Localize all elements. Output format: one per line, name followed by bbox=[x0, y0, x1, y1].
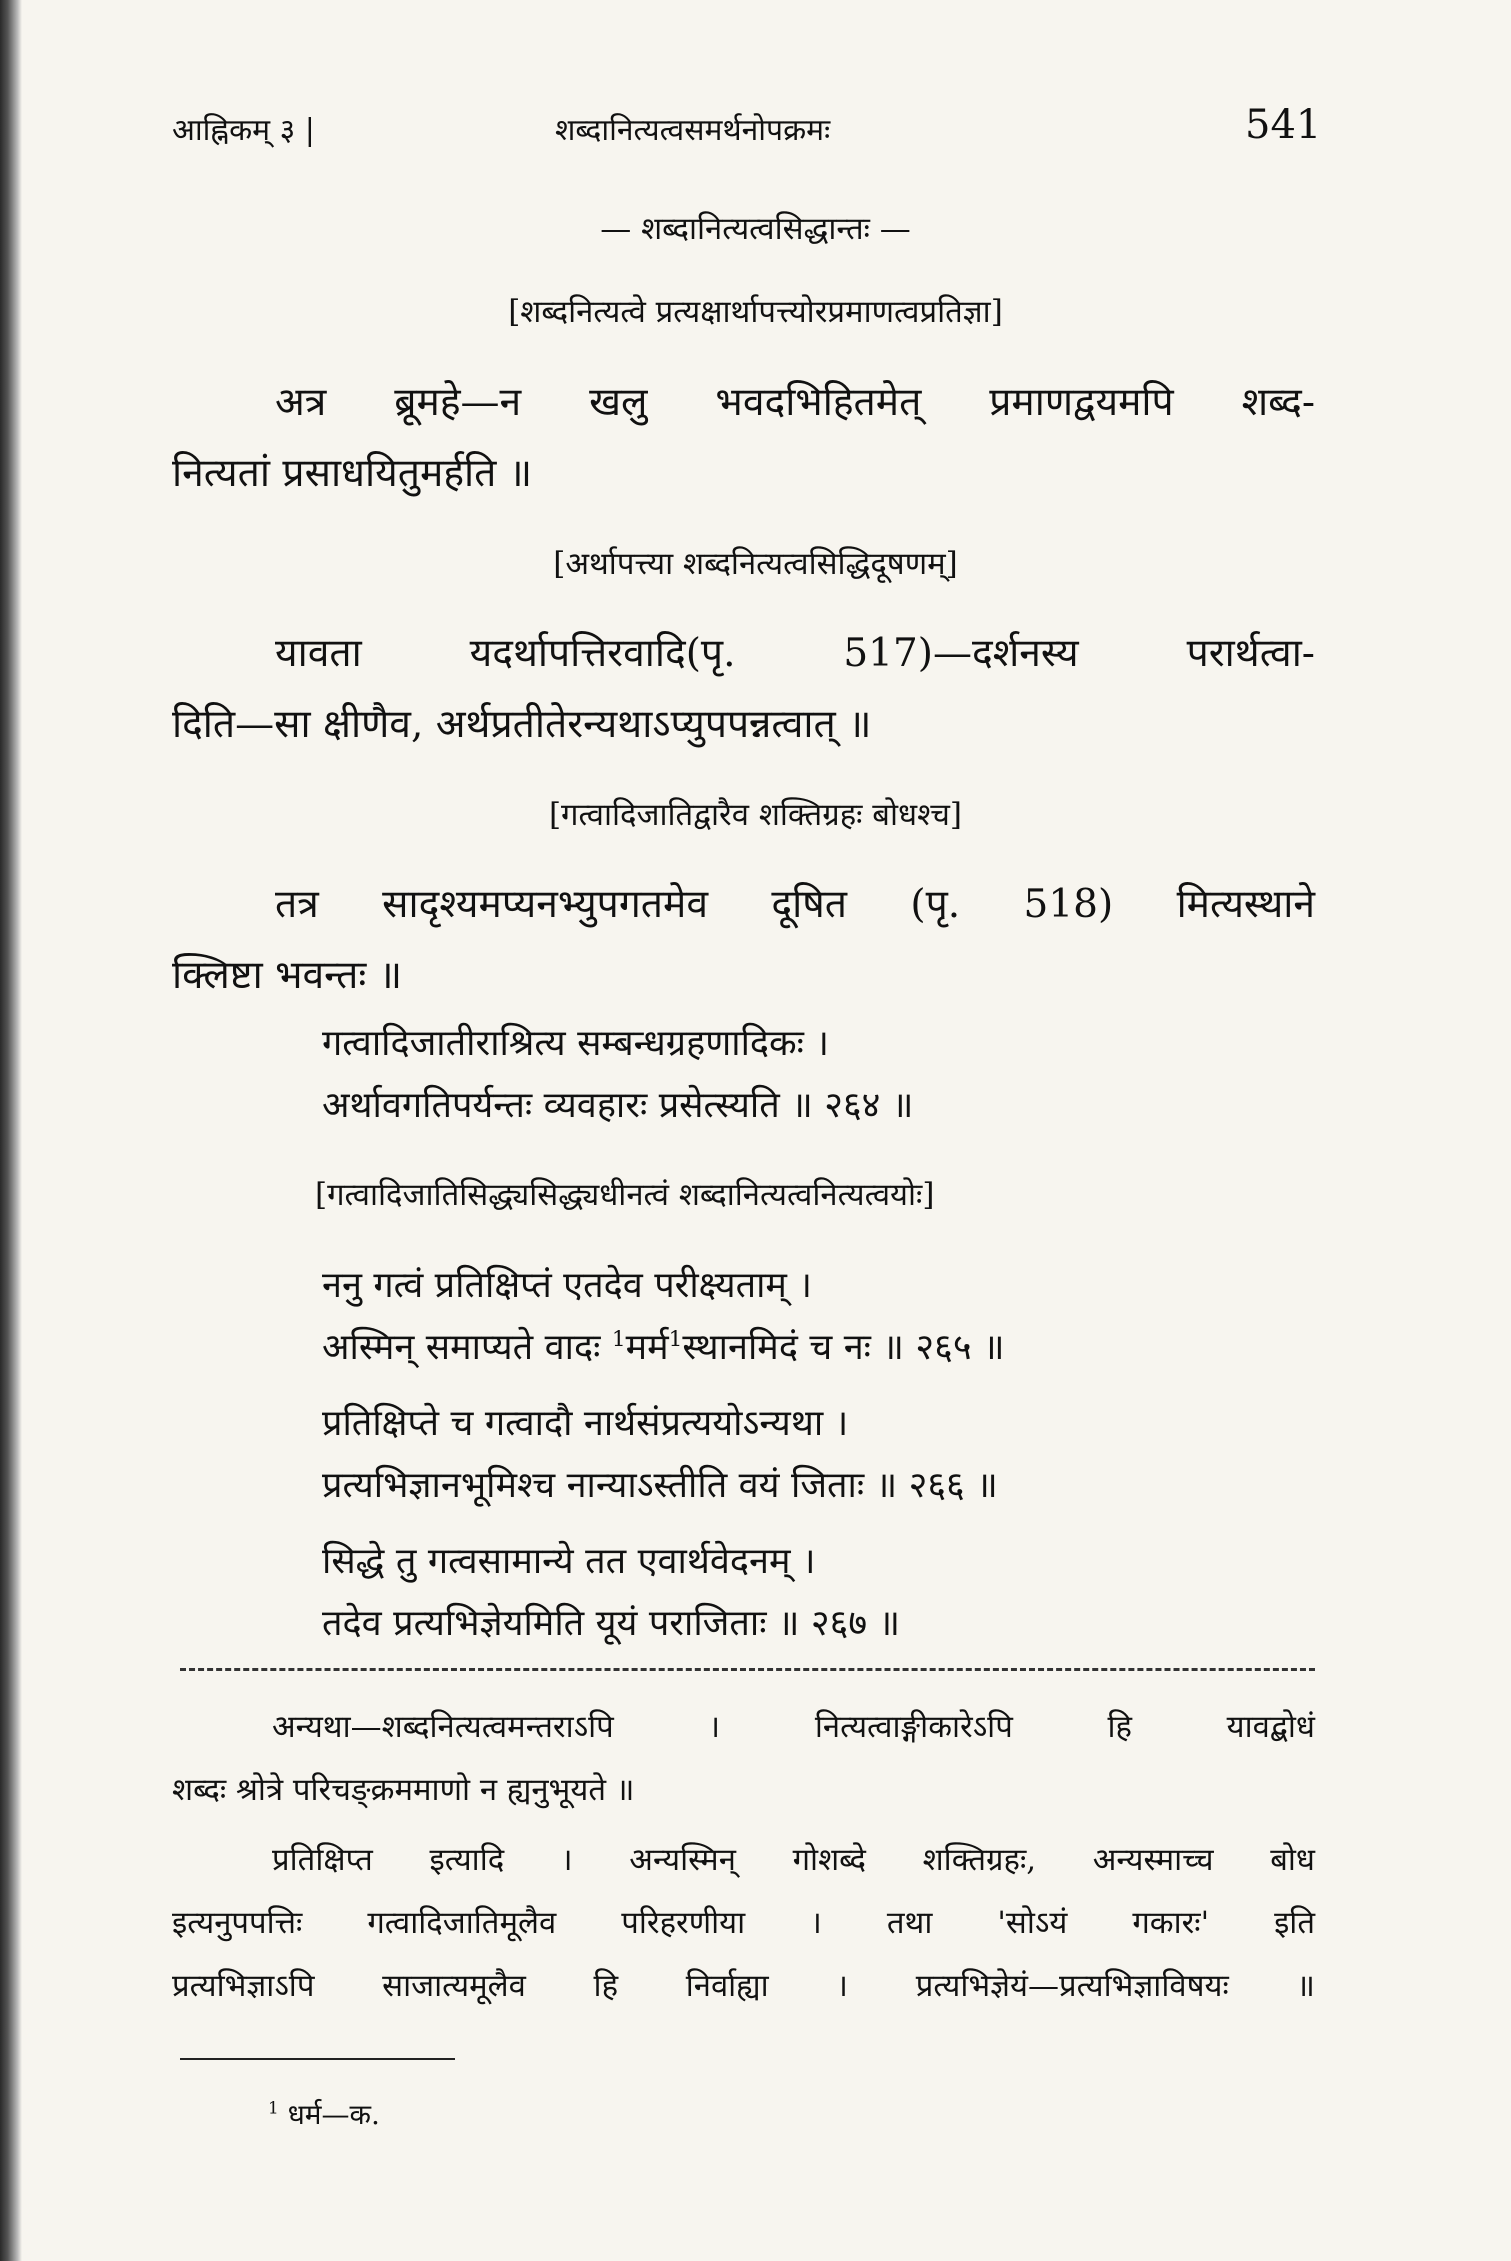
section-title: — शब्दानित्यत्वसिद्धान्तः — bbox=[600, 211, 911, 247]
note-1-line-1: अन्यथा—शब्दनित्यत्वमन्तराऽपि । नित्यत्वाङ्गीकारेऽपि हि यावद्बोधं bbox=[272, 1709, 1315, 1745]
prose-3-line-2: क्लिष्टा भवन्तः ॥ bbox=[172, 953, 403, 998]
note-2-line-3: प्रत्यभिज्ञाऽपि साजात्यमूलैव हि निर्वाह्या । प्रत्यभिज्ञेयं—प्रत्यभिज्ञाविषयः ॥ bbox=[172, 1968, 1315, 2004]
subheading-3: [गत्वादिजातिद्वारैव शक्तिग्रहः बोधश्च] bbox=[548, 797, 963, 833]
notes-divider bbox=[180, 1668, 1315, 1671]
note-1-line-2: शब्दः श्रोत्रे परिचङ्क्रममाणो न ह्यनुभूयते ॥ bbox=[172, 1772, 635, 1808]
verse-265-line-2 bbox=[322, 1321, 1005, 1370]
verse-265-line-2-pre: अस्मिन् समाप्यते वादः bbox=[322, 1327, 612, 1368]
footnote-text: धर्म—क. bbox=[278, 2098, 380, 2131]
header-left: आह्निकम् ३ | bbox=[172, 113, 315, 148]
verse-264-line-2: अर्थावगतिपर्यन्तः व्यवहारः प्रसेत्स्यति ॥ २६४ ॥ bbox=[322, 1085, 914, 1126]
subheading-4: [गत्वादिजातिसिद्ध्यसिद्ध्यधीनत्वं शब्दानित्यत्वनित्यत्वयोः] bbox=[315, 1177, 935, 1213]
footnote-marker: 1 bbox=[268, 2097, 279, 2118]
subheading-2: [अर्थापत्त्या शब्दनित्यत्वसिद्धिदूषणम्] bbox=[553, 546, 958, 582]
verse-266-line-2: प्रत्यभिज्ञानभूमिश्च नान्याऽस्तीति वयं जिताः ॥ २६६ ॥ bbox=[322, 1465, 998, 1506]
verse-264-line-1: गत्वादिजातीराश्रित्य सम्बन्धग्रहणादिकः । bbox=[322, 1023, 830, 1064]
book-spine-shadow bbox=[0, 0, 22, 2261]
prose-1-line-1: अत्र ब्रूमहे—न खलु भवदभिहितमेत् प्रमाणद्वयमपि शब्द- bbox=[275, 380, 1315, 425]
footnote-ref-open: 1 bbox=[611, 1327, 626, 1352]
verse-265-line-1: ननु गत्वं प्रतिक्षिप्तं एतदेव परीक्ष्यताम् । bbox=[322, 1265, 813, 1306]
verse-265-line-2-post: स्थानमिदं च नः ॥ २६५ ॥ bbox=[682, 1327, 1005, 1368]
prose-3-line-1: तत्र सादृश्यमप्यनभ्युपगतमेव दूषित (पृ. 518) मित्यस्थाने bbox=[275, 882, 1315, 927]
verse-267-line-2: तदेव प्रत्यभिज्ञेयमिति यूयं पराजिताः ॥ २६७ ॥ bbox=[322, 1603, 901, 1644]
footnote-ref-close: 1 bbox=[668, 1327, 683, 1352]
prose-2-line-1: यावता यदर्थापत्तिरवादि(पृ. 517)—दर्शनस्य परार्थत्वा- bbox=[275, 631, 1315, 676]
footnote bbox=[268, 2095, 380, 2133]
subheading-1: [शब्दनित्यत्वे प्रत्यक्षार्थापत्त्योरप्रमाणत्वप्रतिज्ञा] bbox=[508, 294, 1003, 330]
verse-266-line-1: प्रतिक्षिप्ते च गत्वादौ नार्थसंप्रत्ययोऽन्यथा । bbox=[322, 1403, 849, 1444]
header-title: शब्दानित्यत्वसमर्थनोपक्रमः bbox=[555, 113, 831, 148]
page-number: 541 bbox=[1245, 102, 1322, 148]
note-2-line-2: इत्यनुपपत्तिः गत्वादिजातिमूलैव परिहरणीया । तथा 'सोऽयं गकारः' इति bbox=[172, 1905, 1315, 1941]
verse-265-marked-word: मर्म bbox=[625, 1327, 669, 1368]
footnote-divider bbox=[180, 2058, 455, 2060]
prose-2-line-2: दिति—सा क्षीणैव, अर्थप्रतीतेरन्यथाऽप्युपपन्नत्वात् ॥ bbox=[172, 702, 872, 747]
verse-267-line-1: सिद्धे तु गत्वसामान्ये तत एवार्थवेदनम् । bbox=[322, 1541, 816, 1582]
note-2-line-1: प्रतिक्षिप्त इत्यादि । अन्यस्मिन् गोशब्दे शक्तिग्रहः, अन्यस्माच्च बोध bbox=[272, 1842, 1315, 1878]
prose-1-line-2: नित्यतां प्रसाधयितुमर्हति ॥ bbox=[172, 451, 533, 496]
